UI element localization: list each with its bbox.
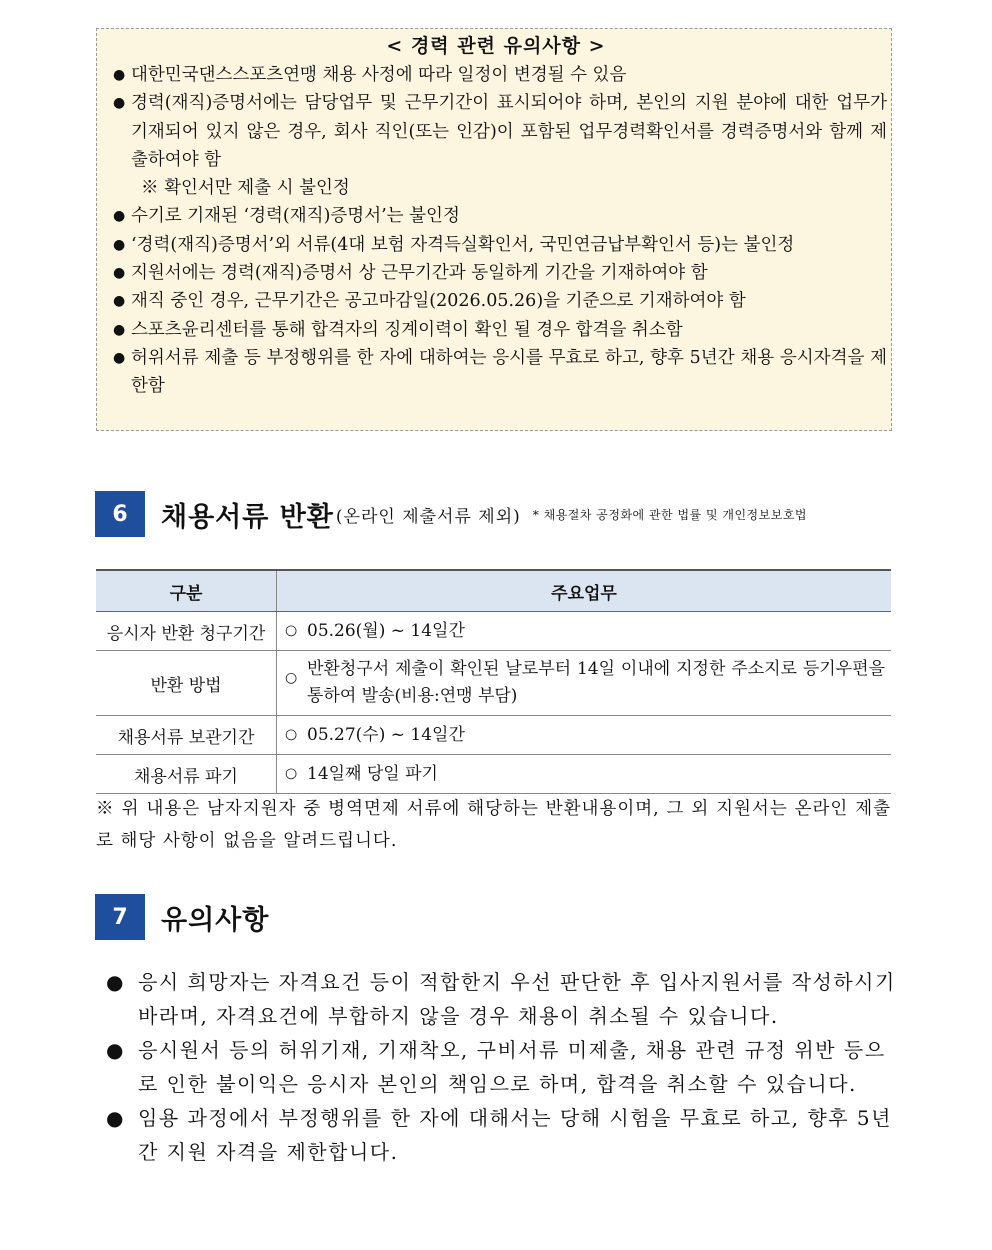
- circle-bullet-icon: ○: [285, 622, 298, 639]
- bullet-icon: ●: [106, 970, 125, 994]
- notice-item-text: 재직 중인 경우, 근무기간은 공고마감일(2026.05.26)을 기준으로 기재하여야 함: [131, 291, 746, 312]
- bullet-icon: ●: [113, 208, 126, 225]
- row-value: [277, 716, 892, 755]
- table-row: [96, 755, 891, 794]
- caution-item-text: 임용 과정에서 부정행위를 한 자에 대해서는 당해 시험을 무효로 하고, 향후 5년간 지원 자격을 제한합니다.: [138, 1106, 892, 1164]
- bullet-icon: ●: [113, 265, 126, 282]
- row-label: 반환 방법: [96, 651, 277, 716]
- section-subtitle: (온라인 제출서류 제외): [335, 506, 521, 527]
- row-value-text: 반환청구서 제출이 확인된 날로부터 14일 이내에 지정한 주소지로 등기우편을 통하여 발송(비용:연맹 부담): [307, 659, 885, 706]
- table-footnote: ※ 위 내용은 남자지원자 중 병역면제 서류에 해당하는 반환내용이며, 그 외 지원서는 온라인 제출로 해당 사항이 없음을 알려드립니다.: [96, 799, 891, 851]
- notice-item: [105, 231, 887, 259]
- notice-item: [105, 344, 887, 401]
- notice-item: [105, 316, 887, 344]
- table-header-duty: 주요업무: [277, 570, 892, 612]
- bullet-icon: ●: [113, 95, 126, 112]
- caution-item: [106, 1101, 896, 1169]
- row-value: [277, 651, 892, 716]
- document-return-table: [96, 569, 891, 794]
- notice-item-text: 대한민국댄스스포츠연맹 채용 사정에 따라 일정이 변경될 수 있음: [131, 65, 627, 85]
- section-law-note: * 채용절차 공정화에 관한 법률 및 개인정보보호법: [532, 507, 808, 522]
- table-row: [96, 716, 891, 755]
- table-row: [96, 612, 891, 651]
- notice-sub-note: ※ 확인서만 제출 시 불인정: [141, 178, 350, 199]
- bullet-icon: ●: [106, 1106, 125, 1130]
- section-7-header: [95, 894, 269, 940]
- bullet-icon: ●: [113, 67, 126, 83]
- caution-item: [106, 1033, 896, 1101]
- notice-item-text: 지원서에는 경력(재직)증명서 상 근무기간과 동일하게 기간을 기재하여야 함: [131, 263, 708, 284]
- circle-bullet-icon: ○: [285, 726, 298, 743]
- circle-bullet-icon: ○: [285, 765, 298, 782]
- bullet-icon: ●: [106, 1038, 125, 1062]
- row-value: [277, 755, 892, 794]
- notice-item-text: ‘경력(재직)증명서’외 서류(4대 보험 자격득실확인서, 국민연금납부확인서 등)는 불인정: [131, 234, 795, 255]
- row-value-text: 14일째 당일 파기: [307, 763, 438, 784]
- notice-list: [105, 61, 887, 401]
- notice-item: [105, 89, 887, 174]
- row-label: 응시자 반환 청구기간: [96, 612, 277, 651]
- bullet-icon: ●: [113, 321, 126, 338]
- caution-list: [106, 965, 896, 1169]
- bullet-icon: ●: [113, 236, 126, 253]
- notice-item-text: 경력(재직)증명서에는 담당업무 및 근무기간이 표시되어야 하며, 본인의 지원 분야에 대한 업무가 기재되어 있지 않은 경우, 회사 직인(또는 인감)이 포함된 업무경력확인서를 경력증명서와 함께 제출하여야 함: [131, 93, 887, 170]
- row-value: [277, 612, 892, 651]
- circle-bullet-icon: ○: [285, 670, 298, 686]
- caution-item-text: 응시원서 등의 허위기재, 기재착오, 구비서류 미제출, 채용 관련 규정 위반 등으로 인한 불이익은 응시자 본인의 책임으로 하며, 합격을 취소할 수 있습니다.: [138, 1038, 886, 1096]
- table-header-category: 구분: [96, 570, 277, 612]
- table-row: [96, 651, 891, 716]
- notice-item-text: 수기로 기재된 ‘경력(재직)증명서’는 불인정: [131, 206, 460, 227]
- section-number-badge: 7: [95, 894, 145, 940]
- notice-item: [105, 259, 887, 287]
- row-value-text: 05.27(수) ~ 14일간: [307, 724, 465, 745]
- row-label: 채용서류 보관기간: [96, 716, 277, 755]
- notice-item: [105, 61, 887, 89]
- section-title: 유의사항: [161, 904, 270, 936]
- caution-item: [106, 965, 896, 1033]
- section-number-badge: 6: [95, 491, 145, 537]
- table-header-row: [96, 570, 891, 612]
- notice-item-text: 스포츠윤리센터를 통해 합격자의 징계이력이 확인 될 경우 합격을 취소함: [131, 319, 683, 340]
- row-value-text: 05.26(월) ~ 14일간: [307, 620, 465, 641]
- notice-item-text: 허위서류 제출 등 부정행위를 한 자에 대하여는 응시를 무효로 하고, 향후 5년간 채용 응시자격을 제한함: [131, 347, 887, 397]
- section-6-header: [95, 491, 807, 537]
- career-notice-box: [96, 28, 892, 431]
- caution-item-text: 응시 희망자는 자격요건 등이 적합한지 우선 판단한 후 입사지원서를 작성하시기 바라며, 자격요건에 부합하지 않을 경우 채용이 취소될 수 있습니다.: [138, 970, 896, 1028]
- notice-item: [105, 287, 887, 315]
- bullet-icon: ●: [113, 293, 126, 310]
- notice-title: < 경력 관련 유의사항 >: [386, 35, 606, 57]
- row-label: 채용서류 파기: [96, 755, 277, 794]
- notice-item: [105, 202, 887, 230]
- section-title: 채용서류 반환: [161, 501, 334, 533]
- bullet-icon: ●: [113, 349, 126, 366]
